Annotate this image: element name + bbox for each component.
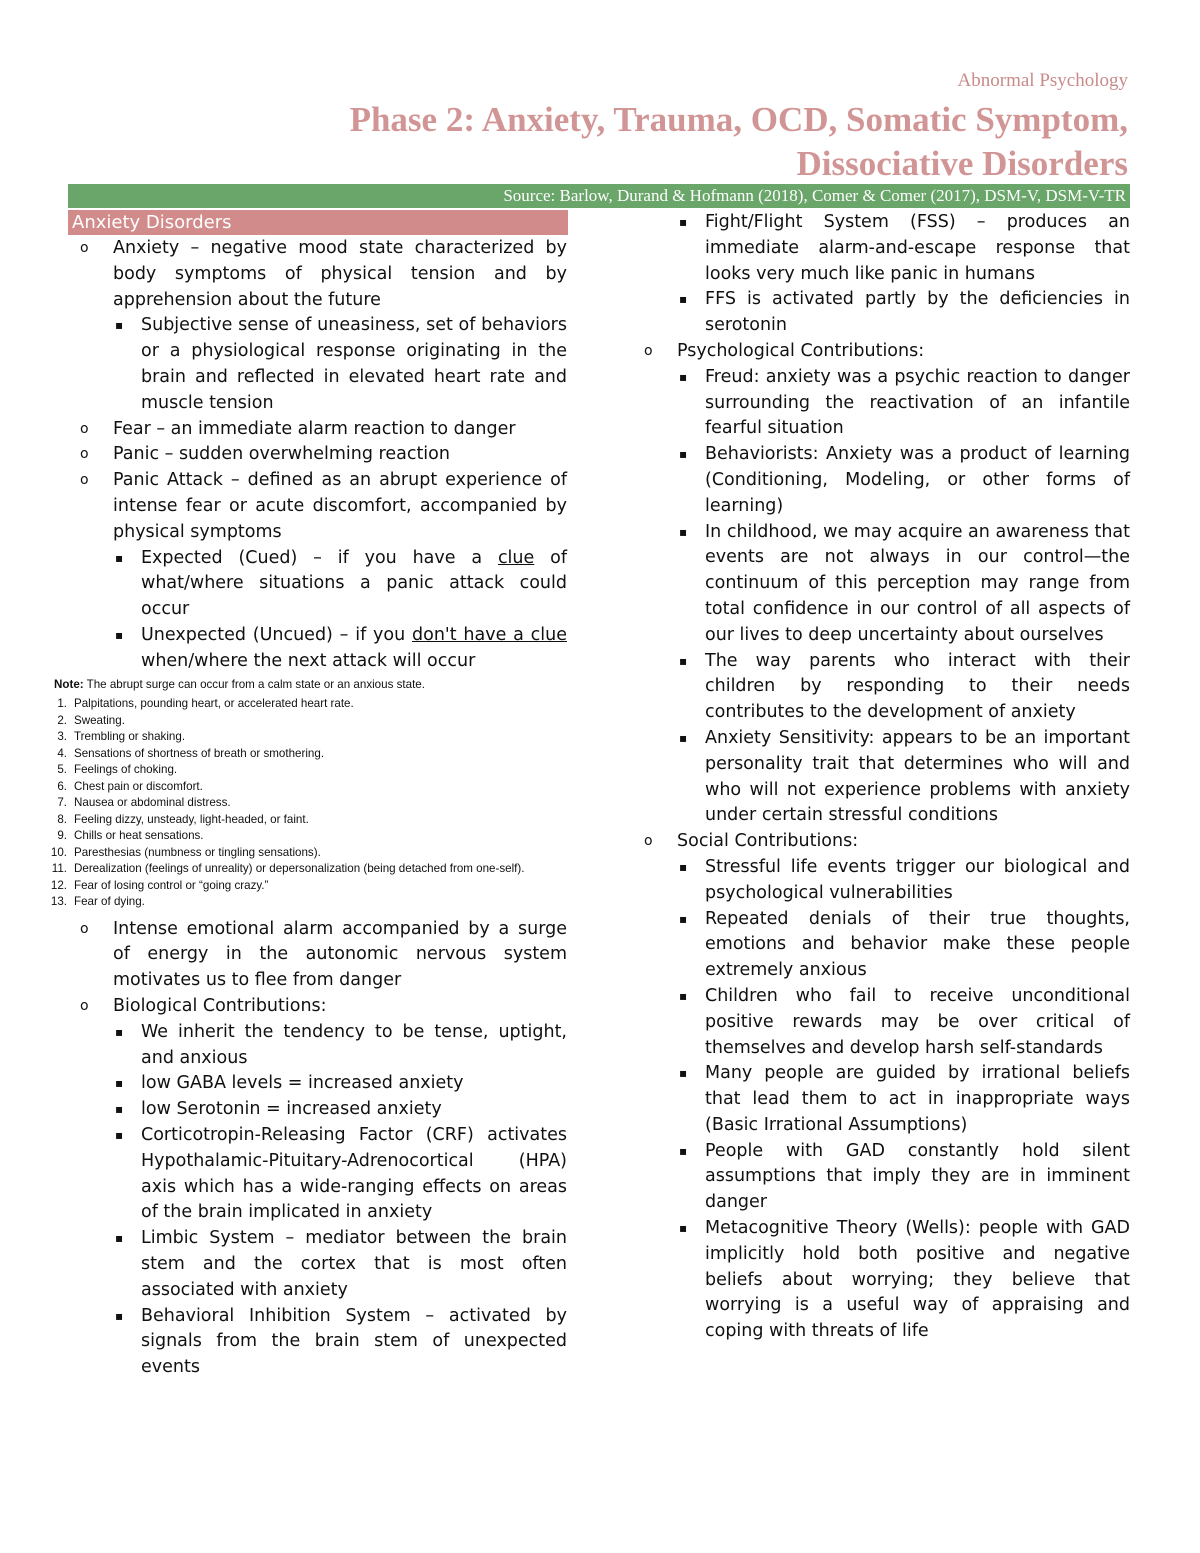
note-heading	[54, 677, 532, 694]
sub-item-expected	[113, 546, 567, 623]
symptom-text: Trembling or shaking.	[74, 730, 186, 744]
text-run: Expected (Cued) – if you have a	[141, 547, 498, 568]
outline-text: Anxiety – negative mood state characterized by body symptoms of physical tension and by apprehension about the future	[113, 238, 567, 310]
sub-item: ▪ Fight/Flight System (FSS) – produces an immediate alarm-and-escape response that looks very much like panic in humans	[677, 210, 1130, 287]
sub-item: ▪ Stressful life events trigger our biological and psychological vulnerabilities	[677, 855, 1130, 907]
symptom-text: Derealization (feelings of unreality) or depersonalization (being detached from one-self).	[74, 862, 525, 876]
left-column	[50, 236, 567, 1381]
symptom-text: Paresthesias (numbness or tingling sensations).	[74, 845, 321, 859]
symptom-number: 9.	[57, 829, 67, 843]
outline-item-biological	[72, 994, 567, 1381]
symptom-item	[47, 779, 532, 796]
sub-item: ▪ low Serotonin = increased anxiety	[113, 1097, 567, 1123]
outline-text: Panic Attack – defined as an abrupt experience of intense fear or acute discomfort, accompanied by physical symptoms	[113, 470, 567, 542]
outline-item-social	[636, 829, 1130, 1345]
sub-item: ▪ Repeated denials of their true thoughts, emotions and behavior make these people extremely anxious	[677, 907, 1130, 984]
symptom-item	[47, 729, 532, 746]
outline-text: Social Contributions:	[677, 831, 859, 852]
symptom-text: Chills or heat sensations.	[74, 829, 204, 843]
sub-item: ▪ In childhood, we may acquire an awareness that events are not always in our control—the continuum of this perception may range from total confidence in our control of all aspects of our lives to deep uncertainty about ourselves	[677, 520, 1130, 649]
sub-list	[113, 546, 567, 675]
symptom-number: 11.	[51, 862, 67, 876]
section-heading: Anxiety Disorders	[68, 210, 568, 235]
outline-text: Psychological Contributions:	[677, 340, 925, 361]
outline-item-anxiety	[72, 236, 567, 417]
symptom-item	[47, 795, 532, 812]
symptom-text: Feeling dizzy, unsteady, light-headed, or faint.	[74, 812, 309, 826]
sub-item: ▪ The way parents who interact with their children by responding to their needs contributes to the development of anxiety	[677, 649, 1130, 726]
outline-item-psychological	[636, 339, 1130, 829]
symptom-number: 2.	[57, 713, 67, 727]
sub-item: ▪ Corticotropin-Releasing Factor (CRF) activates Hypothalamic-Pituitary-Adrenocortical (HPA) axis which has a wide-ranging effects on areas of the brain implicated in anxiety	[113, 1123, 567, 1226]
sub-item: ▪ Many people are guided by irrational beliefs that lead them to act in inappropriate ways (Basic Irrational Assumptions)	[677, 1061, 1130, 1138]
outline-item-panic-attack	[50, 468, 567, 910]
symptom-item	[47, 894, 532, 911]
note-label: Note:	[54, 677, 84, 691]
symptom-text: Palpitations, pounding heart, or accelerated heart rate.	[74, 697, 354, 711]
symptom-number: 4.	[57, 746, 67, 760]
symptom-item	[47, 746, 532, 763]
underlined-text: clue	[497, 547, 535, 568]
sub-list	[677, 210, 1130, 339]
outline-item-continued	[636, 210, 1130, 339]
page-title	[128, 98, 1128, 186]
symptom-number: 8.	[57, 812, 67, 826]
sub-item: ▪ Anxiety Sensitivity: appears to be an important personality trait that determines who will and who will not experience problems with anxiety under certain stressful conditions	[677, 726, 1130, 829]
sub-item: ▪ Freud: anxiety was a psychic reaction to danger surrounding the reactivation of an infantile fearful situation	[677, 365, 1130, 442]
course-label: Abnormal Psychology	[957, 70, 1128, 91]
symptom-item	[47, 812, 532, 829]
sub-list	[677, 855, 1130, 1345]
symptom-number: 6.	[57, 779, 67, 793]
symptom-item	[47, 828, 532, 845]
sub-item: ▪ Subjective sense of uneasiness, set of behaviors or a physiological response originating in the brain and reflected in elevated heart rate and muscle tension	[113, 313, 567, 416]
symptom-text: Fear of dying.	[74, 895, 145, 909]
right-column	[636, 210, 1130, 1345]
note-text: The abrupt surge can occur from a calm state or an anxious state.	[83, 677, 425, 691]
symptom-item	[47, 762, 532, 779]
title-line-1: Phase 2: Anxiety, Trauma, OCD, Somatic Symptom,	[349, 100, 1128, 139]
symptom-text: Chest pain or discomfort.	[74, 779, 203, 793]
sub-list	[113, 313, 567, 416]
text-run: of what/where situations a panic attack could occur	[141, 547, 567, 620]
symptom-item	[47, 696, 532, 713]
outline-item-intense: o Intense emotional alarm accompanied by a surge of energy in the autonomic nervous system motivates us to flee from danger	[72, 917, 567, 994]
symptom-number: 13.	[50, 895, 67, 909]
symptom-number: 3.	[57, 730, 67, 744]
symptom-text: Feelings of choking.	[74, 763, 178, 777]
sub-item: ▪ People with GAD constantly hold silent assumptions that imply they are in imminent danger	[677, 1139, 1130, 1216]
source-text: Source: Barlow, Durand & Hofmann (2018), Comer & Comer (2017), DSM-V, DSM-V-TR	[503, 186, 1126, 205]
sub-item: ▪ Children who fail to receive unconditional positive rewards may be over critical of themselves and develop harsh self-standards	[677, 984, 1130, 1061]
symptom-number: 12.	[50, 878, 67, 892]
sub-item: ▪ Behaviorists: Anxiety was a product of learning (Conditioning, Modeling, or other forms of learning)	[677, 442, 1130, 519]
sub-item: ▪ We inherit the tendency to be tense, uptight, and anxious	[113, 1020, 567, 1072]
title-line-2: Dissociative Disorders	[796, 144, 1128, 183]
symptom-item	[47, 713, 532, 730]
symptom-text: Nausea or abdominal distress.	[74, 796, 231, 810]
symptom-item	[47, 878, 532, 895]
symptom-number: 7.	[57, 796, 67, 810]
sub-list	[677, 365, 1130, 829]
sub-item: ▪ low GABA levels = increased anxiety	[113, 1071, 567, 1097]
text-run: Unexpected (Uncued) – if you	[141, 624, 413, 645]
outline-list	[636, 210, 1130, 339]
symptom-number: 1.	[57, 697, 67, 711]
sub-item: ▪ FFS is activated partly by the deficiencies in serotonin	[677, 287, 1130, 339]
outline-text: Biological Contributions:	[113, 995, 327, 1016]
symptom-number: 10.	[50, 845, 67, 859]
outline-item-panic: o Panic – sudden overwhelming reaction	[72, 442, 567, 468]
symptom-text: Sensations of shortness of breath or smothering.	[74, 746, 325, 760]
symptom-text: Sweating.	[74, 713, 125, 727]
underlined-text: don't have a clue	[412, 624, 567, 645]
symptom-list	[47, 696, 532, 911]
symptom-number: 5.	[57, 763, 67, 777]
sub-list	[113, 1020, 567, 1381]
symptom-item	[47, 861, 532, 878]
sub-item: ▪ Limbic System – mediator between the brain stem and the cortex that is most often associated with anxiety	[113, 1226, 567, 1303]
outline-item-fear: o Fear – an immediate alarm reaction to danger	[72, 417, 567, 443]
sub-item: ▪ Metacognitive Theory (Wells): people with GAD implicitly hold both positive and negative beliefs about worrying; they believe that worrying is a useful way of appraising and coping with threats of life	[677, 1216, 1130, 1345]
sub-item-unexpected	[113, 623, 567, 675]
symptom-item	[47, 845, 532, 862]
symptom-note-box	[47, 677, 532, 911]
outline-list	[636, 339, 1130, 1345]
text-run: when/where the next attack will occur	[141, 650, 476, 671]
outline-list	[50, 236, 567, 1381]
source-bar	[68, 184, 1130, 208]
symptom-text: Fear of losing control or “going crazy.”	[74, 878, 269, 892]
sub-item: ▪ Behavioral Inhibition System – activated by signals from the brain stem of unexpected events	[113, 1304, 567, 1381]
